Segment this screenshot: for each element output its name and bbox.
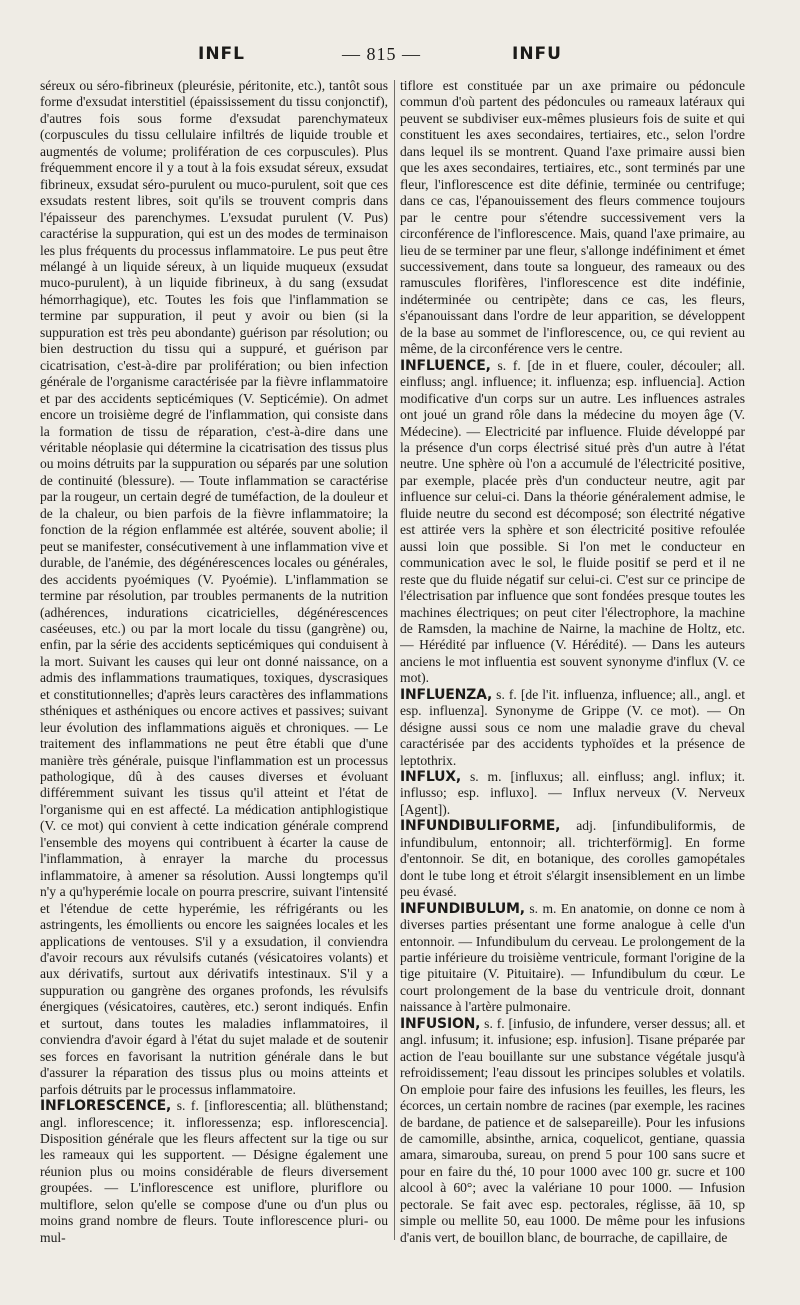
entry-headword: INFUSION, — [400, 1015, 481, 1032]
dictionary-entry — [40, 1098, 388, 1246]
entry-body: s. m. En anatomie, on donne ce nom à diverses parties présentant une forme analogue à celle d'un entonnoir. — Infundibulum du cerveau. Le prolongement de la partie inférieure du troisième ventricule, formant l'origine de la tige pituitaire (V. Pituitaire). — Infundibulum du cœur. Le court prolongement de la base du ventricule droit, donnant naissance à l'artère pulmonaire. — [400, 900, 745, 1015]
left-column — [40, 78, 388, 1258]
dictionary-entry — [400, 687, 745, 769]
header-left-guideword: INFL — [198, 44, 245, 64]
entry-body: adj. [infundibuliformis, de infundibulum, entonnoir; all. trichterförmig]. En forme d'entonnoir. Se dit, en botanique, des corolles gamopétales dont le tube long et étroit s'élargit insensiblement en un limbe peu évasé. — [400, 818, 745, 900]
dictionary-entry — [400, 1016, 745, 1246]
entry-body: s. f. [de in et fluere, couler, découler; all. einfluss; angl. influence; it. influenza; esp. influencia]. Action modificative d'un corps sur un autre. Les influences astrales ont joué un grand rôle dans la médecine du moyen âge (V. Médecine). — Electricité par influence. Fluide développé par la présence d'un corps électrisé situé près d'un autre à l'état neutre. Une sphère où l'on a accumulé de l'électricité positive, par exemple, placée près d'un conducteur neutre, agit par influence sur celui-ci. Dans la théorie généralement admise, le fluide neutre du second est décomposé; son électrité négative est attirée vers la sphère et son électricité positive refoulée aussi loin que possible. Si l'on met le conducteur en communication avec le sol, le fluide positif se perd et il ne reste que du fluide négatif sur celui-ci. C'est sur ce principe de l'électrisation par influence que sont fondées presque toutes les machines électriques; on peut citer l'électrophore, la machine de Ramsden, la machine de Nairne, la machine de Holtz, etc. — Hérédité par influence (V. Hérédité). — Dans les auteurs anciens le mot influentia est souvent synonyme d'influx (V. ce mot). — [400, 357, 745, 686]
entry-body: s. m. [influxus; all. einfluss; angl. influx; it. influsso; esp. influxo]. — Influx nerveux (V. Nerveux [Agent]). — [400, 769, 745, 817]
dictionary-entry — [400, 818, 745, 900]
entry-headword: INFLORESCENCE, — [40, 1098, 172, 1115]
column-divider — [394, 80, 395, 1240]
entry-headword: INFLUX, — [400, 769, 461, 786]
entry-headword: INFLUENZA, — [400, 686, 493, 703]
entry-body: s. f. [de l'it. influenza, influence; all., angl. et esp. influenza]. Synonyme de Grippe (V. ce mot). — On désigne aussi sous ce nom une maladie grave du cheval caractérisée par des accidents typhoïdes et la présence de leptothrix. — [400, 686, 745, 768]
entry-headword: INFLUENCE, — [400, 357, 491, 374]
right-column — [400, 78, 745, 1258]
dictionary-entry — [400, 358, 745, 687]
entry-headword: INFUNDIBULUM, — [400, 900, 525, 917]
continued-text: tiflore est constituée par un axe primaire ou pédoncule commun d'où partent des pédoncules ou rameaux latéraux qui peuvent se subdiviser eux-mêmes plusieurs fois de suite et qui constituent les axes secondaires, tertiaires, etc., selon l'ordre dans lequel ils se montrent. Quand l'axe primaire aussi bien que les axes secondaires, tertiaires, etc., sont terminés par une fleur, l'inflorescence est dite définie, terminée ou centrifuge; dans ce cas, l'épanouissement des fleurs commence toujours par le centre pour s'étendre successivement vers la circonférence de l'inflorescence. Mais, quand l'axe primaire, au lieu de se terminer par une fleur, s'allonge indéfiniment et émet successivement, dans toute sa longueur, des rameaux ou des ramuscules florifères, l'inflorescence est dite indéfinie, indéterminée ou centripète; dans ce cas, les fleurs, s'épanouissant dans l'ordre de leur apparition, se développent de la base au sommet de l'inflorescence, ou, ce qui revient au même, de la circonférence vers le centre. — [400, 78, 745, 357]
entry-headword: INFUNDIBULIFORME, — [400, 818, 561, 835]
dictionary-entry — [400, 769, 745, 818]
running-header — [0, 44, 800, 70]
header-right-guideword: INFU — [512, 44, 562, 64]
entry-body: s. f. [inflorescentia; all. blüthenstand; angl. inflorescence; it. infloressenza; esp. inflorescencia]. Disposition générale que les fleurs affectent sur la tige ou sur les rameaux qui les supportent. — Désigne également une réunion plus ou moins considérable de fleurs diversement groupées. — L'inflorescence est uniflore, pluriflore ou multiflore, selon qu'elle se compose d'une ou d'un plus ou moins grand nombre de fleurs. Toute inflorescence pluri- ou mul- — [40, 1098, 388, 1245]
dictionary-entry — [400, 901, 745, 1016]
continued-text: séreux ou séro-fibrineux (pleurésie, péritonite, etc.), tantôt sous forme d'exsudat interstitiel (épaississement du tissu conjonctif), d'autres fois sous forme d'exsudat parenchymateux (corpuscules du tissu cellulaire infiltrés de liquide trouble et augmentés de volume; prolifération de ces corpuscules). Plus fréquemment encore il y a tout à la fois exsudat séreux, exsudat fibrineux, exsudat séro-purulent ou muco-purulent, soit que ces exsudats restent libres, soit qu'ils se trouvent compris dans l'épaisseur des parenchymes. L'exsudat purulent (V. Pus) caractérise la suppuration, qui est un des modes de terminaison les plus fréquents du processus inflammatoire. Le pus peut être mélangé à un liquide séreux, à un liquide muqueux (exsudat muco-purulent), à un liquide fibrineux, à du sang (exsudat hémorrhagique), etc. Toutes les fois que l'inflammation se termine par suppuration, il peut y avoir ou bien (si la suppuration est très peu abondante) guérison par résolution; ou bien destruction du tissu qui a suppuré, et guérison par cicatrisation, c'est-à-dire par prolifération; ou bien infection générale de l'organisme caractérisée par la fièvre inflammatoire et par des accidents septicémiques (V. Septicémie). On admet encore un troisième degré de l'inflammation, qui consiste dans la formation de tissu de réparation, c'est-à-dire dans une véritable néoplasie qui détermine la cicatrisation des tissus plus ou moins détruits par la suppuration ou séparés par une solution de continuité (blessure). — Toute inflammation se caractérise par la rougeur, un certain degré de tuméfaction, de la douleur et de la chaleur, ou bien parfois de la fièvre inflammatoire; la fonction de la région enflammée est altérée, souvent abolie; il peut se manifester, consécutivement à une inflammation vive et durable, de l'anémie, des dégénérescences locales ou générales, des accidents pyoémiques (V. Pyoémie). L'inflammation se termine par résolution, par troubles permanents de la nutrition (adhérences, indurations cicatricielles, dégénérescences caséeuses, etc.) ou par la mort locale du tissu (gangrène) ou, enfin, par la série des accidents septicémiques qui conduisent à la mort. Suivant les causes qui leur ont donné naissance, on a admis des inflammations traumatiques, toxiques, dyscrasiques et constitutionnelles; d'après leurs caractères des inflammations sthéniques et asthéniques ou encore actives et passives; suivant leur évolution des inflammations aiguës et chroniques. — Le traitement des inflammations ne peut être établi que d'une manière très générale, puisque l'inflammation est un processus pathologique, dû à des causes diverses et évoluant différemment suivant les tissus qu'il atteint et l'état de l'organisme qui en est affecté. La médication antiphlogistique (V. ce mot) qui convient à cette indication générale comprend l'ensemble des moyens qui contribuent à écarter la cause de l'inflammation, à enrayer la marche du processus inflammatoire, à amener sa résolution. Aussi longtemps qu'il n'y a qu'hyperémie locale on pourra prescrire, suivant l'intensité et l'étendue de cette hyperémie, les réfrigérants ou les astringents, les émollients ou encore les saignées locales et les applications de ventouses. S'il y a exsudation, il conviendra d'avoir recours aux révulsifs cutanés (vésicatoires volants) et aux dérivatifs, surtout aux dérivatifs intestinaux. S'il y a suppuration ou gangrène des organes profonds, les révulsifs énergiques (vésicatoires, cautères, etc.) seront indiqués. Enfin et surtout, dans toutes les maladies inflammatoires, il conviendra d'avoir égard à l'état du sujet malade et de soutenir ses forces en favorisant la nutrition générale dans le but d'assurer la réparation des tissus plus ou moins atteints et parfois détruits par le processus inflammatoire. — [40, 78, 388, 1097]
entry-body: s. f. [infusio, de infundere, verser dessus; all. et angl. infusum; it. infusione; esp. infusion]. Tisane préparée par action de l'eau bouillante sur une substance végétale jusqu'à refroidissement; l'eau dissout les principes solubles et volatils. On emploie pour faire des infusions les feuilles, les fleurs, les écorces, un certain nombre de racines (par exemple, les racines de bardane, de patience et de salsepareille). Pour les infusions de camomille, absinthe, arnica, coquelicot, gentiane, quassia amara, simarouba, sureau, on prend 5 pour 100 sans sucre et pour en faire du thé, 10 pour 1000 avec 100 gr. sucre et 100 alcool à 60°; avec la valériane 10 pour 1000. — Infusion pectorale. Se fait avec esp. pectorales, réglisse, āā 10, sp simple ou mellite 50, eau 1000. De même pour les infusions d'anis vert, de bouillon blanc, de bourrache, de capillaire, de — [400, 1015, 745, 1245]
page-number: — 815 — — [342, 44, 421, 64]
